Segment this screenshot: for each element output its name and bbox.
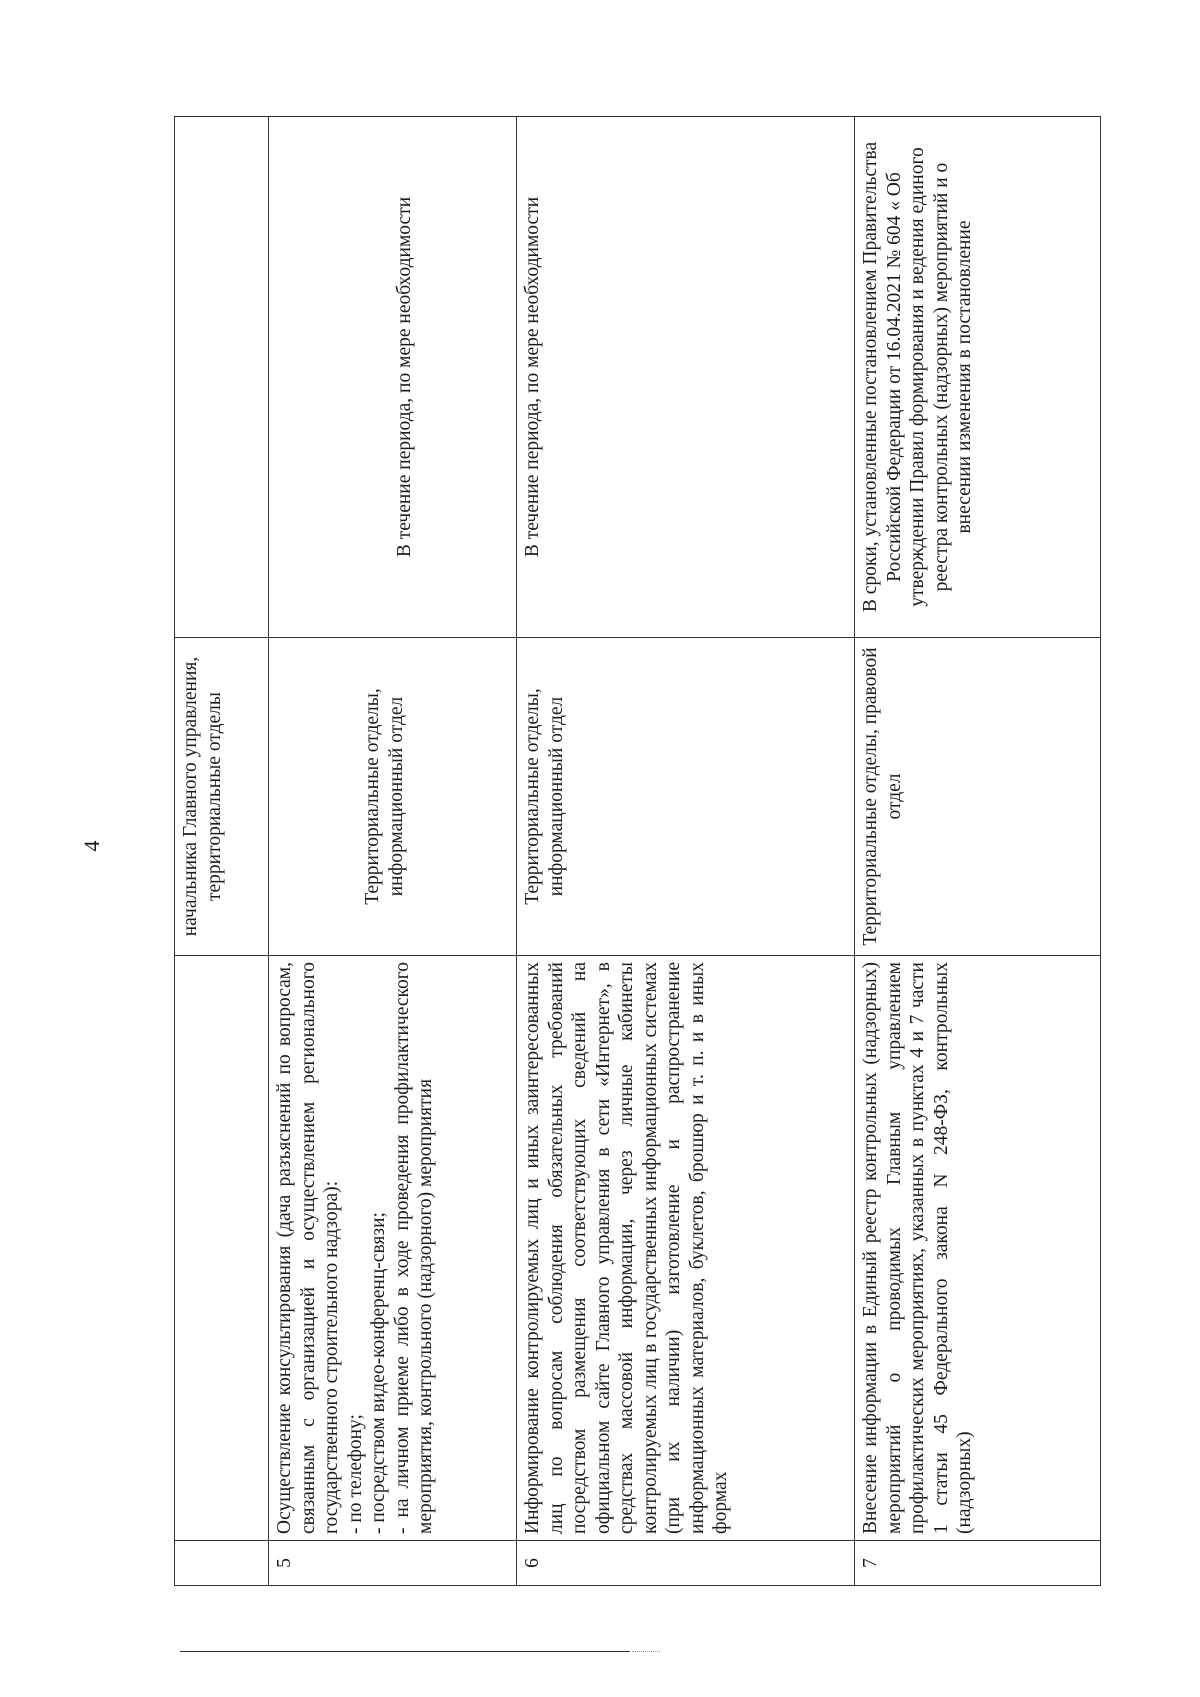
table-row (855, 117, 1101, 1586)
page-number: 4 (79, 840, 104, 852)
table-row-continuation (175, 117, 269, 1586)
table-row (269, 117, 517, 1586)
cell-responsible: Территориальные отделы, правовой отдел (855, 638, 1101, 956)
measure-text: Осуществление консультирования (дача разъяснений по вопросам, связанным с организацией и осуществлением регионального государственного строительного надзора): (274, 962, 342, 1534)
measure-text: Информирование контролируемых лиц и иных заинтересованных лиц по вопросам соблюдения обязательных требований посредством размещения соответствующих сведений на официальном сайте Главного управления в сети «Интернет», в средствах массовой информации, через личные кабинеты контролируемых лиц в государственных информационных системах (при их наличии) изготовление и распространение информационных материалов, буклетов, брошюр и т. п. и в иных формах (522, 962, 731, 1534)
table-row (517, 117, 855, 1586)
measure-bullet: - посредством видео-конференц-связи; (368, 1212, 389, 1534)
measure-bullet: - на личном приеме либо в ходе проведения профилактического мероприятия, контрольного (надзорного) мероприятия (391, 962, 436, 1534)
cell-measure (269, 956, 517, 1541)
rotated-page-content (174, 117, 1100, 1586)
cell-measure (855, 956, 1101, 1541)
cell-responsible: Территориальные отделы, информационный отдел (517, 638, 855, 956)
cell-number: 6 (517, 1541, 855, 1586)
cell-deadline: В течение периода, по мере необходимости (517, 117, 855, 638)
measure-bullet: - по телефону; (344, 1414, 366, 1534)
cell-deadline-empty (175, 117, 269, 638)
cell-deadline: В течение периода, по мере необходимости (269, 117, 517, 638)
cell-number: 7 (855, 1541, 1101, 1586)
cell-measure-empty (175, 956, 269, 1541)
measure-text: Внесение информации в Единый реестр контрольных (надзорных) мероприятий о проводимых Главным управлением профилактических мероприятиях, указанных в пунктах 4 и 7 части 1 статьи 45 Федерального закона N 248-ФЗ, контрольных (надзорных) (860, 962, 975, 1534)
cell-responsible: Территориальные отделы, информационный отдел (269, 638, 517, 956)
cell-deadline: В сроки, установленные постановлением Правительства Российской Федерации от 16.04.2021 № 604 « Об утверждении Правил формирования и ведения единого реестра контрольных (надзорных) мероприятий и о внесении изменения в постановление (855, 117, 1101, 638)
cell-number-empty (175, 1541, 269, 1586)
cell-number: 5 (269, 1541, 517, 1586)
footer-rule (180, 1651, 630, 1652)
prevention-plan-table (174, 116, 1101, 1586)
cell-measure (517, 956, 855, 1541)
footer-rule-faint (632, 1651, 660, 1652)
cell-responsible: начальника Главного управления, территориальные отделы (175, 638, 269, 956)
